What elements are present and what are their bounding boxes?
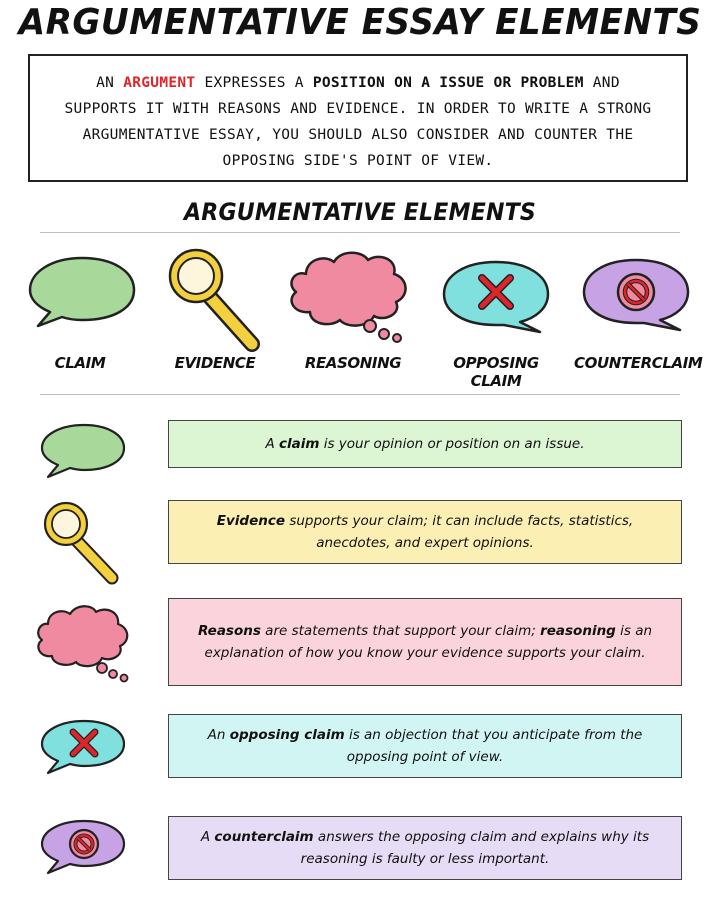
magnifying-glass-icon [42, 500, 122, 584]
intro-text-1: AN [96, 75, 124, 91]
intro-box [28, 54, 688, 182]
intro-text-5: AND SUPPORTS IT WITH REASONS AND EVIDENCE. IN ORDER TO WRITE A STRONG ARGUMENTATIVE ESSAY, YOU SHOULD ALSO CONSIDER AND COUNTER THE OPPOSING SIDE'S POINT OF VIEW. [64, 75, 652, 169]
definition-counterclaim [168, 816, 682, 880]
def-evidence-term: Evidence [216, 513, 286, 529]
def-claim-pre: A [265, 436, 279, 452]
label-evidence: EVIDENCE [174, 354, 256, 372]
purple-bubble-prohibited-icon [38, 818, 128, 878]
intro-keyword-position: POSITION ON A ISSUE OR PROBLEM [312, 75, 584, 91]
purple-bubble-prohibited-icon [580, 256, 692, 332]
page-title: ARGUMENTATIVE ESSAY ELEMENTS [18, 2, 702, 43]
def-reasoning-post: is an explanation of how you know your evidence supports your claim. [204, 623, 653, 661]
cyan-bubble-x-icon [440, 258, 552, 334]
label-claim: CLAIM [54, 354, 106, 372]
def-reasons-term: Reasons [197, 623, 261, 639]
def-counterclaim-post: answers the opposing claim and explains why its reasoning is faulty or less important. [300, 829, 650, 867]
label-opposing-claim: OPPOSING CLAIM [453, 354, 539, 390]
section-subtitle: ARGUMENTATIVE ELEMENTS [184, 198, 536, 226]
green-speech-bubble-icon [38, 422, 128, 480]
cyan-bubble-x-icon [38, 718, 128, 776]
definition-reasoning [168, 598, 682, 686]
pink-thought-cloud-icon [32, 604, 132, 684]
intro-keyword-argument: ARGUMENT [123, 75, 196, 91]
label-counterclaim: COUNTERCLAIM [574, 354, 703, 372]
label-reasoning: REASONING [304, 354, 402, 372]
def-claim-post: is your opinion or position on an issue. [319, 436, 585, 452]
def-opposing-pre: An [207, 727, 230, 743]
divider-top [40, 232, 680, 233]
definition-opposing-claim [168, 714, 682, 778]
def-opposing-post: is an objection that you anticipate from the opposing point of view. [344, 727, 643, 765]
divider-middle [40, 394, 680, 395]
magnifying-glass-icon [166, 246, 266, 352]
def-claim-term: claim [279, 436, 320, 452]
pink-thought-cloud-icon [284, 248, 414, 346]
def-evidence-post: supports your claim; it can include facts, statistics, anecdotes, and expert opinions. [285, 513, 634, 551]
definition-evidence [168, 500, 682, 564]
def-counterclaim-term: counterclaim [214, 829, 314, 845]
def-reasoning-term: reasoning [540, 623, 616, 639]
def-opposing-term: opposing claim [229, 727, 345, 743]
green-speech-bubble-icon [26, 254, 138, 330]
intro-text-3: EXPRESSES A [195, 75, 313, 91]
def-reasons-mid: are statements that support your claim; [260, 623, 541, 639]
def-counterclaim-pre: A [200, 829, 215, 845]
definition-claim [168, 420, 682, 468]
